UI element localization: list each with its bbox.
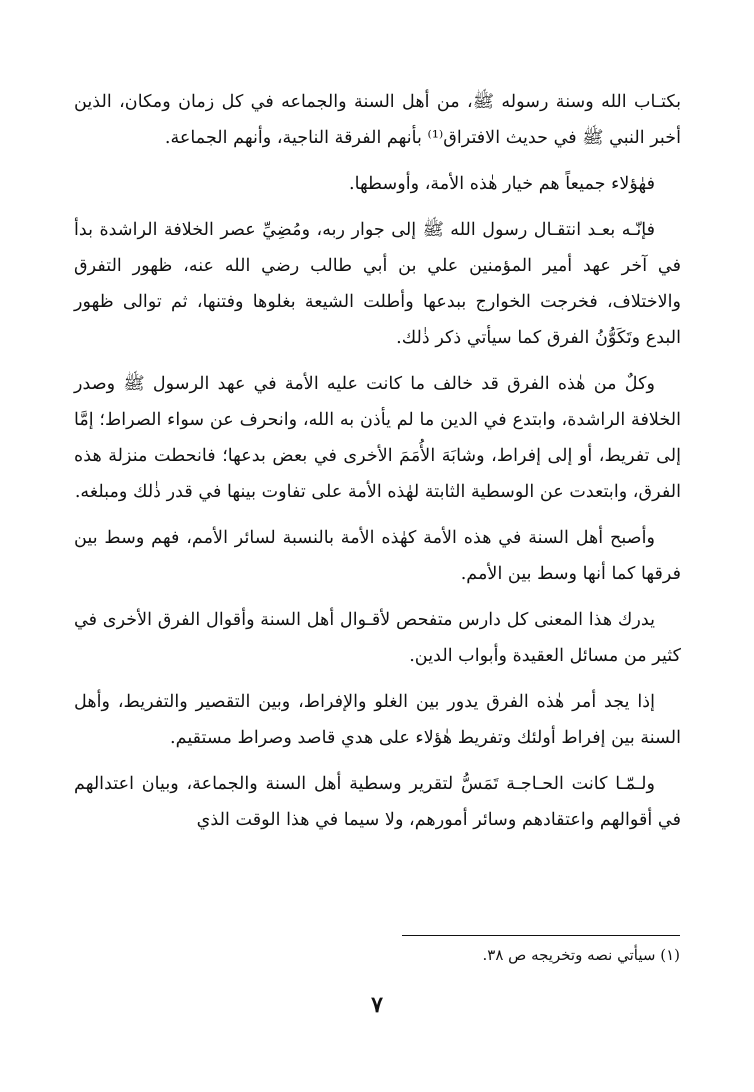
paragraph-7: إذا يجد أمر هٰذه الفرق يدور بين الغلو والإفراط، وبين التقصير والتفريط، وأهل السنة بين إفراط أولئك وتفريط هٰؤلاء على هدي قاصد وصراط مستقيم. <box>74 692 681 748</box>
paragraph-5: وأصبح أهل السنة في هذه الأمة كهٰذه الأمة بالنسبة لسائر الأمم، فهم وسط بين فرقها كما أنها وسط بين الأمم. <box>74 528 681 584</box>
paragraph-8: ولـمّـا كانت الحـاجـة تَمَسُّ لتقرير وسطية أهل السنة والجماعة، وبيان اعتدالهم في أقوالهم واعتقادهم وسائر أمورهم، ولا سيما في هذا الوقت الذي <box>74 774 681 830</box>
paragraph-4: وكلٌ من هٰذه الفرق قد خالف ما كانت عليه الأمة في عهد الرسول ﷺ وصدر الخلافة الراشدة، وابتدع في الدين ما لم يأذن به الله، وانحرف عن سواء الصراط؛ إمَّا إلى تفريط، أو إلى إفراط، وشابَهَ الأُمَمَ الأخرى في بعض بدعها؛ فانحطت منزلة هذه الفرق، وابتعدت عن الوسطية الثابتة لهٰذه الأمة على تفاوت بينها في قدر ذٰلك ومبلغه. <box>74 374 681 502</box>
paragraph-3: فإنّـه بعـد انتقـال رسول الله ﷺ إلى جوار ربه، ومُضِيِّ عصر الخلافة الراشدة بدأ في آخر عهد أمير المؤمنين علي بن أبي طالب رضي الله عنه، ظهور التفرق والاختلاف، فخرجت الخوارج ببدعها وأطلت الشيعة بغلوها وفتنها، ثم توالى ظهور البدع وتَكَوُّنُ الفرق كما سيأتي ذكر ذٰلك. <box>74 220 681 348</box>
paragraph-6: يدرك هذا المعنى كل دارس متفحص لأقـوال أهل السنة وأقوال الفرق الأخرى في كثير من مسائل العقيدة وأبواب الدين. <box>74 610 681 666</box>
page-body <box>74 84 681 848</box>
paragraph-2: فهٰؤلاء جميعاً هم خيار هٰذه الأمة، وأوسطها. <box>348 174 655 194</box>
footnote: (١) سيأتي نصه وتخريجه ص ٣٨. <box>482 946 680 964</box>
page-number: ٧ <box>371 992 383 1018</box>
paragraph-1: بكتـاب الله وسنة رسوله ﷺ، من أهل السنة والجماعه في كل زمان ومكان، الذين أخبر النبي ﷺ في حديث الافتراق⁽¹⁾ بأنهم الفرقة الناجية، وأنهم الجماعة. <box>74 92 681 148</box>
footnote-divider <box>402 935 680 936</box>
